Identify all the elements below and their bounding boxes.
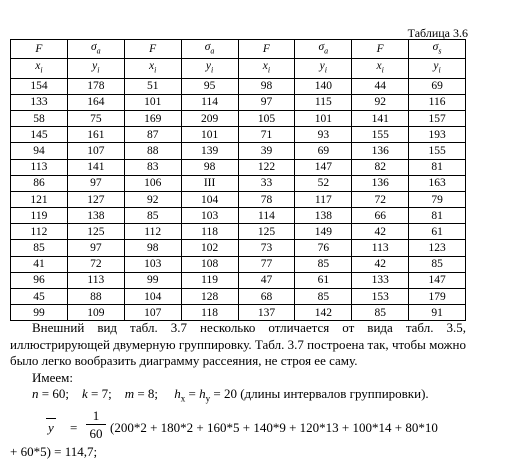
table-cell: 118 <box>181 224 238 240</box>
formula-rest: (200*2 + 180*2 + 160*5 + 140*9 + 120*13 + 100*14 + 80*10 <box>110 420 438 436</box>
subheader-cell: $x_i$ <box>124 59 181 78</box>
table-cell: 169 <box>124 110 181 126</box>
table-row <box>11 143 466 159</box>
table-subheader-row <box>11 59 466 78</box>
table-cell: 88 <box>67 289 124 305</box>
table-cell: 133 <box>11 94 68 110</box>
table-cell: 77 <box>238 256 295 272</box>
table-cell: 155 <box>352 127 409 143</box>
table-cell: 71 <box>238 127 295 143</box>
data-table <box>10 39 466 321</box>
table-cell: III <box>181 175 238 191</box>
table-cell: 107 <box>124 305 181 321</box>
table-cell: 103 <box>181 208 238 224</box>
table-cell: 113 <box>67 272 124 288</box>
table-cell: 61 <box>295 272 352 288</box>
table-cell: 114 <box>181 94 238 110</box>
table-cell: 87 <box>124 127 181 143</box>
table-cell: 85 <box>295 289 352 305</box>
table-cell: 137 <box>238 305 295 321</box>
table-cell: 119 <box>181 272 238 288</box>
table-cell: 118 <box>181 305 238 321</box>
table-row <box>11 240 466 256</box>
table-cell: 101 <box>124 94 181 110</box>
table-cell: 94 <box>11 143 68 159</box>
subheader-cell: $y_i$ <box>181 59 238 78</box>
table-cell: 73 <box>238 240 295 256</box>
table-cell: 109 <box>67 305 124 321</box>
table-cell: 91 <box>409 305 466 321</box>
table-cell: 101 <box>181 127 238 143</box>
header-cell: F <box>11 40 68 59</box>
table-cell: 138 <box>295 208 352 224</box>
subheader-cell: $y_i$ <box>409 59 466 78</box>
table-cell: 41 <box>11 256 68 272</box>
table-cell: 125 <box>238 224 295 240</box>
table-row <box>11 175 466 191</box>
table-cell: 154 <box>11 78 68 94</box>
table-cell: 112 <box>124 224 181 240</box>
table-cell: 42 <box>352 224 409 240</box>
table-cell: 93 <box>295 127 352 143</box>
table-cell: 68 <box>238 289 295 305</box>
table-cell: 85 <box>11 240 68 256</box>
table-cell: 114 <box>238 208 295 224</box>
table-cell: 88 <box>124 143 181 159</box>
table-cell: 99 <box>124 272 181 288</box>
table-cell: 127 <box>67 191 124 207</box>
table-cell: 161 <box>67 127 124 143</box>
body-text <box>10 320 466 461</box>
table-row <box>11 127 466 143</box>
header-cell: F <box>238 40 295 59</box>
table-cell: 72 <box>67 256 124 272</box>
table-cell: 116 <box>409 94 466 110</box>
table-cell: 92 <box>124 191 181 207</box>
formula-lhs: y <box>48 420 54 436</box>
table-cell: 45 <box>11 289 68 305</box>
table-cell: 128 <box>181 289 238 305</box>
table-cell: 61 <box>409 224 466 240</box>
table-cell: 153 <box>352 289 409 305</box>
table-cell: 78 <box>238 191 295 207</box>
table-cell: 108 <box>181 256 238 272</box>
header-cell: $\sigma_s$ <box>409 40 466 59</box>
fraction-numerator: 1 <box>92 408 100 424</box>
table-cell: 85 <box>124 208 181 224</box>
table-cell: 179 <box>409 289 466 305</box>
table-cell: 83 <box>124 159 181 175</box>
table-cell: 52 <box>295 175 352 191</box>
table-cell: 136 <box>352 175 409 191</box>
header-cell: $\sigma_а$ <box>67 40 124 59</box>
formula-fraction <box>86 408 106 441</box>
table-row <box>11 78 466 94</box>
table-cell: 209 <box>181 110 238 126</box>
table-cell: 147 <box>295 159 352 175</box>
fraction-denominator: 60 <box>89 426 103 442</box>
table-cell: 92 <box>352 94 409 110</box>
table-cell: 145 <box>11 127 68 143</box>
table-cell: 81 <box>409 159 466 175</box>
table-cell: 33 <box>238 175 295 191</box>
subheader-cell: $y_i$ <box>67 59 124 78</box>
table-cell: 58 <box>11 110 68 126</box>
table-cell: 98 <box>124 240 181 256</box>
header-cell: $\sigma_а$ <box>295 40 352 59</box>
table-cell: 117 <box>295 191 352 207</box>
table-cell: 97 <box>67 240 124 256</box>
table-header-row <box>11 40 466 59</box>
table-cell: 86 <box>11 175 68 191</box>
table-cell: 72 <box>352 191 409 207</box>
subheader-cell: $x_i$ <box>11 59 68 78</box>
paragraph: Внешний вид табл. 3.7 несколько отличается от вида табл. 3.5, иллюстрирующей двумерную группировку. Табл. 3.7 построена так, чтобы можно было легко вообразить диаграмму рассеяния, не строя ее саму. <box>10 320 466 368</box>
table-row <box>11 94 466 110</box>
table-row <box>11 159 466 175</box>
table-cell: 149 <box>295 224 352 240</box>
table-cell: 138 <box>67 208 124 224</box>
table-cell: 139 <box>181 143 238 159</box>
table-cell: 155 <box>409 143 466 159</box>
table-row <box>11 256 466 272</box>
table-cell: 115 <box>295 94 352 110</box>
table-cell: 104 <box>181 191 238 207</box>
table-cell: 39 <box>238 143 295 159</box>
table-row <box>11 191 466 207</box>
table-row <box>11 305 466 321</box>
table-row <box>11 110 466 126</box>
table-cell: 95 <box>181 78 238 94</box>
table-cell: 121 <box>11 191 68 207</box>
table-cell: 96 <box>11 272 68 288</box>
table-cell: 44 <box>352 78 409 94</box>
table-cell: 103 <box>124 256 181 272</box>
table-cell: 98 <box>238 78 295 94</box>
table-cell: 193 <box>409 127 466 143</box>
table-cell: 102 <box>181 240 238 256</box>
table-cell: 178 <box>67 78 124 94</box>
table-cell: 69 <box>409 78 466 94</box>
table-cell: 75 <box>67 110 124 126</box>
table-cell: 51 <box>124 78 181 94</box>
table-cell: 142 <box>295 305 352 321</box>
table-cell: 97 <box>238 94 295 110</box>
table-row <box>11 224 466 240</box>
table-row <box>11 208 466 224</box>
table-cell: 66 <box>352 208 409 224</box>
subheader-cell: $y_i$ <box>295 59 352 78</box>
params-line: n = 60; k = 7; m = 8; $h_x = h_y = 20$ (длины интервалов группировки). <box>32 386 429 404</box>
table-row <box>11 289 466 305</box>
table-cell: 113 <box>11 159 68 175</box>
subheader-cell: $x_i$ <box>238 59 295 78</box>
table-cell: 81 <box>409 208 466 224</box>
table-cell: 164 <box>67 94 124 110</box>
paragraph: Имеем: <box>32 369 73 385</box>
table-cell: 104 <box>124 289 181 305</box>
table-cell: 147 <box>409 272 466 288</box>
table-cell: 42 <box>352 256 409 272</box>
table-cell: 69 <box>295 143 352 159</box>
table-cell: 112 <box>11 224 68 240</box>
table-cell: 107 <box>67 143 124 159</box>
table-cell: 105 <box>238 110 295 126</box>
table-cell: 79 <box>409 191 466 207</box>
table-cell: 123 <box>409 240 466 256</box>
formula-mean <box>10 408 466 444</box>
table-cell: 97 <box>67 175 124 191</box>
table-cell: 141 <box>67 159 124 175</box>
table-cell: 101 <box>295 110 352 126</box>
header-cell: $\sigma_а$ <box>181 40 238 59</box>
table-cell: 163 <box>409 175 466 191</box>
table-cell: 85 <box>295 256 352 272</box>
table-cell: 85 <box>409 256 466 272</box>
subheader-cell: $x_i$ <box>352 59 409 78</box>
header-cell: F <box>124 40 181 59</box>
formula-equals: = <box>70 420 78 436</box>
table-cell: 113 <box>352 240 409 256</box>
table-cell: 99 <box>11 305 68 321</box>
table-cell: 119 <box>11 208 68 224</box>
table-cell: 82 <box>352 159 409 175</box>
table-cell: 141 <box>352 110 409 126</box>
table-cell: 125 <box>67 224 124 240</box>
table-cell: 85 <box>352 305 409 321</box>
table-caption: Таблица 3.6 <box>407 26 468 40</box>
table-cell: 157 <box>409 110 466 126</box>
table-cell: 136 <box>352 143 409 159</box>
table-cell: 76 <box>295 240 352 256</box>
overline <box>46 418 56 419</box>
table-cell: 106 <box>124 175 181 191</box>
formula-continuation: + 60*5) = 114,7; <box>10 444 98 460</box>
table-cell: 47 <box>238 272 295 288</box>
table-cell: 140 <box>295 78 352 94</box>
table-body <box>11 78 466 321</box>
table-cell: 98 <box>181 159 238 175</box>
header-cell: F <box>352 40 409 59</box>
table-cell: 133 <box>352 272 409 288</box>
table-cell: 122 <box>238 159 295 175</box>
table-row <box>11 272 466 288</box>
fraction-bar <box>86 424 106 425</box>
